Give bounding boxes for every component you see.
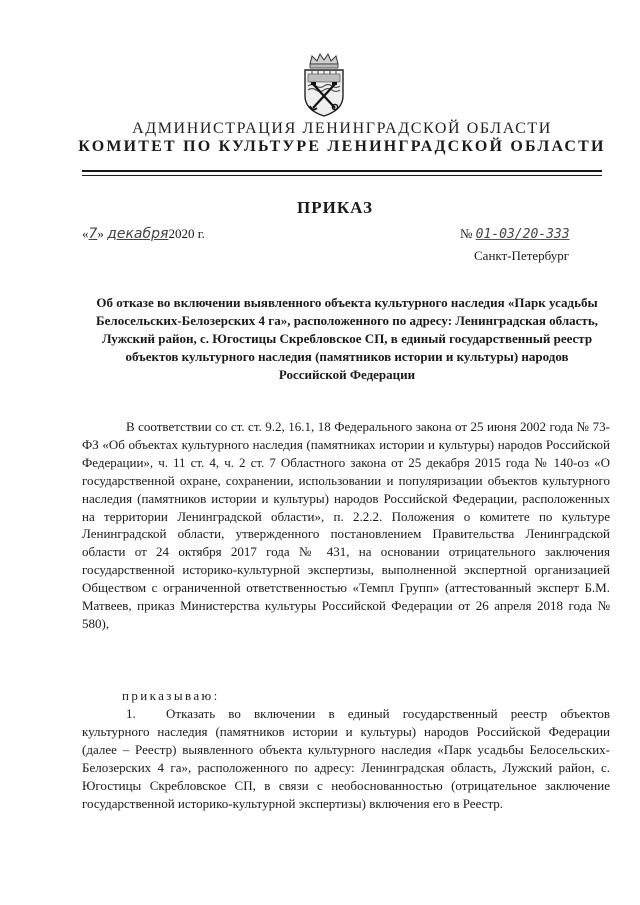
- date-close-quote: »: [97, 226, 104, 241]
- date-day: 7: [88, 226, 98, 242]
- date-open-quote: «: [82, 226, 89, 241]
- committee-heading: КОМИТЕТ ПО КУЛЬТУРЕ ЛЕНИНГРАДСКОЙ ОБЛАСТИ: [78, 138, 606, 155]
- coat-of-arms-icon: [300, 52, 348, 118]
- item-text: Отказать во включении в единый государственный реестр объектов культурного наследия (памятников истории и культуры) народов Российской Федерации (далее – Реестр) выявленного объекта культурного наследия «Парк усадьбы Белосельских-Белозерских 4 га», расположенного по адресу: Ленинградская область, Лужский район, с. Югостицы Скребловское СП, в связи с необоснованностью (отрицательное заключение государственной историко-культурной экспертизы) включения его в Реестр.: [82, 706, 610, 811]
- header-divider-thick: [82, 170, 602, 172]
- order-word: приказываю:: [122, 688, 220, 703]
- order-item-1: [82, 705, 610, 812]
- document-city: Санкт-Петербург: [474, 248, 570, 263]
- header-divider-thin: [82, 175, 602, 176]
- document-date: [82, 226, 205, 242]
- preamble-paragraph: В соответствии со ст. ст. 9.2, 16.1, 18 Федерального закона от 25 июня 2002 года № 73-ФЗ «Об объектах культурного наследия (памятниках истории и культуры) народов Российской Федерации», ч. 11 ст. 4, ч. 2 ст. 7 Областного закона от 25 декабря 2015 года № 140-оз «О государственной охране, сохранении, использовании и популяризации объектов культурного наследия (памятников истории и культуры) народов Российской Федерации, расположенных на территории Ленинградской области», п. 2.2.2. Положения о комитете по культуре Ленинградской области, утвержденного постановлением Правительства Ленинградской области от 24 октября 2017 года № 431, на основании отрицательного заключения государственной историко-культурной экспертизы, выполненной экспертной организацией Обществом с ограниченной ответственностью «Темпл Групп» (аттестованный эксперт Б.М. Матвеев, приказ Министерства культуры Российской Федерации от 26 апреля 2018 года № 580),: [82, 419, 610, 631]
- document-type-title: ПРИКАЗ: [297, 198, 373, 217]
- document-number: [460, 226, 570, 242]
- item-number: 1.: [126, 706, 136, 721]
- date-year: 2020 г.: [168, 226, 205, 241]
- date-month: декабря: [107, 226, 169, 242]
- number-value: 01-03/20-333: [475, 227, 570, 242]
- number-prefix: №: [460, 226, 473, 241]
- administration-heading: АДМИНИСТРАЦИЯ ЛЕНИНГРАДСКОЙ ОБЛАСТИ: [132, 120, 552, 137]
- document-subject: Об отказе во включении выявленного объекта культурного наследия «Парк усадьбы Белосельских-Белозерских 4 га», расположенного по адресу: Ленинградская область, Лужский район, с. Югостицы Скребловское СП, в единый государственный реестр объектов культурного наследия (памятников истории и культуры) народов Российской Федерации: [96, 295, 598, 382]
